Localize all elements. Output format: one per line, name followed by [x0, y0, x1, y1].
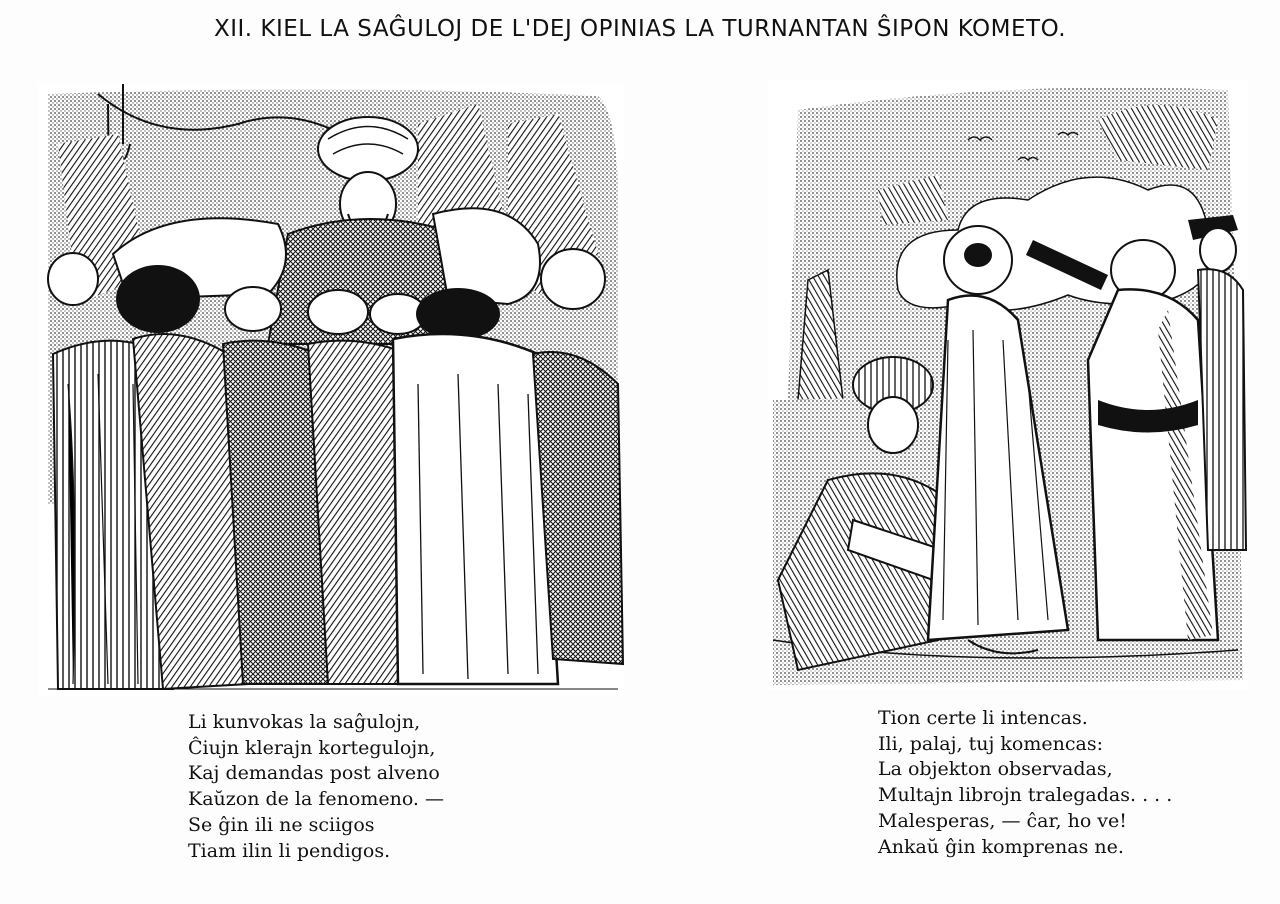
telescope-engraving: [768, 80, 1248, 690]
verse-line: Ili, palaj, tuj komencas:: [878, 732, 1103, 755]
council-engraving: [38, 84, 624, 696]
verse-line: Kaj demandas post alveno: [188, 762, 440, 785]
verse-line: Ankaŭ ĝin komprenas ne.: [878, 835, 1124, 858]
page-title: XII. KIEL LA SAĜULOJ DE L'DEJ OPINIAS LA TURNANTAN ŜIPON KOMETO.: [213, 16, 1067, 42]
verse-line: Kaŭzon de la fenomeno. —: [188, 788, 445, 811]
verse-line: Multajn librojn tralegadas. . . .: [878, 784, 1173, 807]
verse-line: Li kunvokas la saĝulojn,: [188, 711, 421, 733]
verse-line: Tion certe li intencas.: [878, 707, 1088, 729]
illustration-council-of-sages: [38, 84, 624, 696]
verse-line: La objekton observadas,: [878, 758, 1113, 781]
verse-line: Se ĝin ili ne sciigos: [188, 813, 375, 836]
verse-right: [878, 706, 1172, 860]
verse-line: Malesperas, — ĉar, ho ve!: [878, 809, 1127, 832]
verse-left: [188, 710, 444, 864]
verse-line: Ĉiujn klerajn kortegulojn,: [188, 736, 436, 759]
verse-line: Tiam ilin li pendigos.: [188, 839, 391, 862]
illustration-sages-with-telescope: [768, 80, 1248, 690]
